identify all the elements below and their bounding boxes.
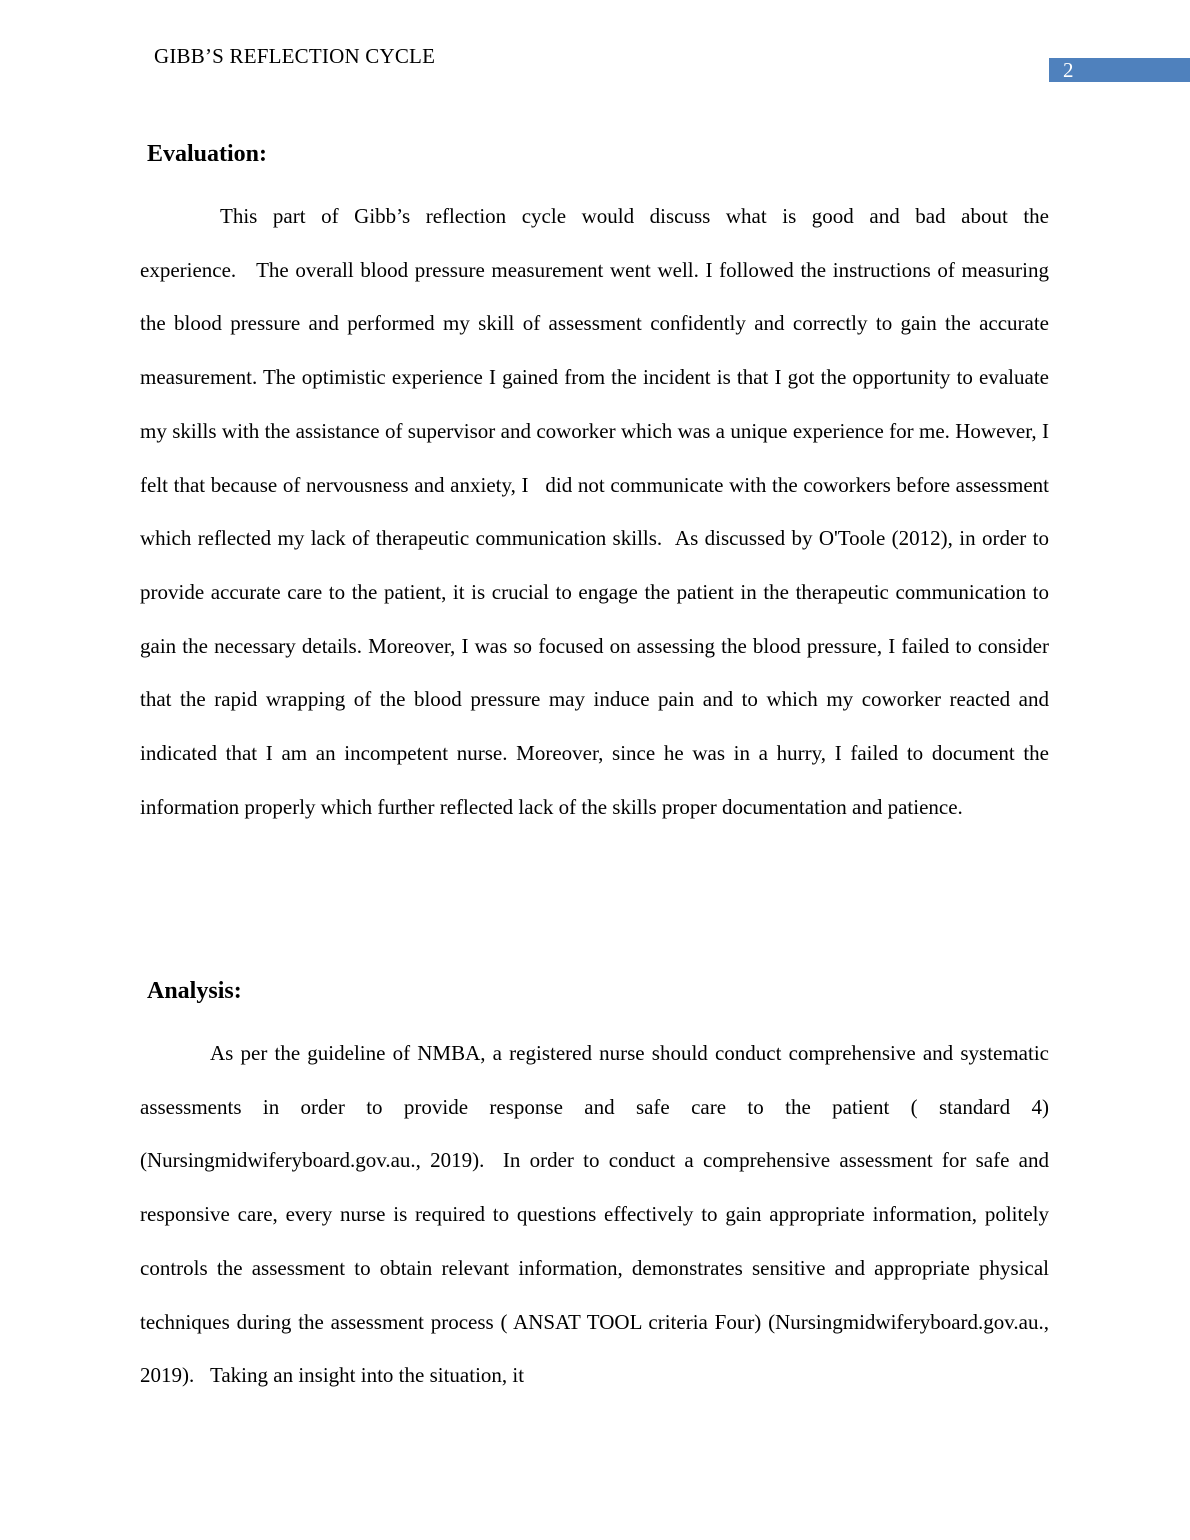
section-body-analysis: As per the guideline of NMBA, a registered nurse should conduct comprehensive and systematic assessments in order to provide response and safe care to the patient ( standard 4) (Nursingmidwiferyboard.gov.au., 2019). In order to conduct a comprehensive assessment for safe and responsive care, every nurse is required to questions effectively to gain appropriate information, politely controls the assessment to obtain relevant information, demonstrates sensitive and appropriate physical techniques during the assessment process ( ANSAT TOOL criteria Four) (Nursingmidwiferyboard.gov.au., 2019). Taking an insight into the situation, it — [140, 1041, 1049, 1388]
running-header-title: GIBB’S REFLECTION CYCLE — [154, 44, 436, 68]
section-heading-evaluation: Evaluation: — [147, 141, 268, 167]
section-body-evaluation: This part of Gibb’s reflection cycle would discuss what is good and bad about the experience. The overall blood pressure measurement went well. I followed the instructions of measuring the blood pressure and performed my skill of assessment confidently and correctly to gain the accurate measurement. The optimistic experience I gained from the incident is that I got the opportunity to evaluate my skills with the assistance of supervisor and coworker which was a unique experience for me. However, I felt that because of nervousness and anxiety, I did not communicate with the coworkers before assessment which reflected my lack of therapeutic communication skills. As discussed by O'Toole (2012), in order to provide accurate care to the patient, it is crucial to engage the patient in the therapeutic communication to gain the necessary details. Moreover, I was so focused on assessing the blood pressure, I failed to consider that the rapid wrapping of the blood pressure may induce pain and to which my coworker reacted and indicated that I am an incompetent nurse. Moreover, since he was in a hurry, I failed to document the information properly which further reflected lack of the skills proper documentation and patience. — [140, 204, 1049, 819]
page-number-badge: 2 — [1049, 58, 1190, 82]
section-heading-analysis: Analysis: — [147, 978, 242, 1004]
